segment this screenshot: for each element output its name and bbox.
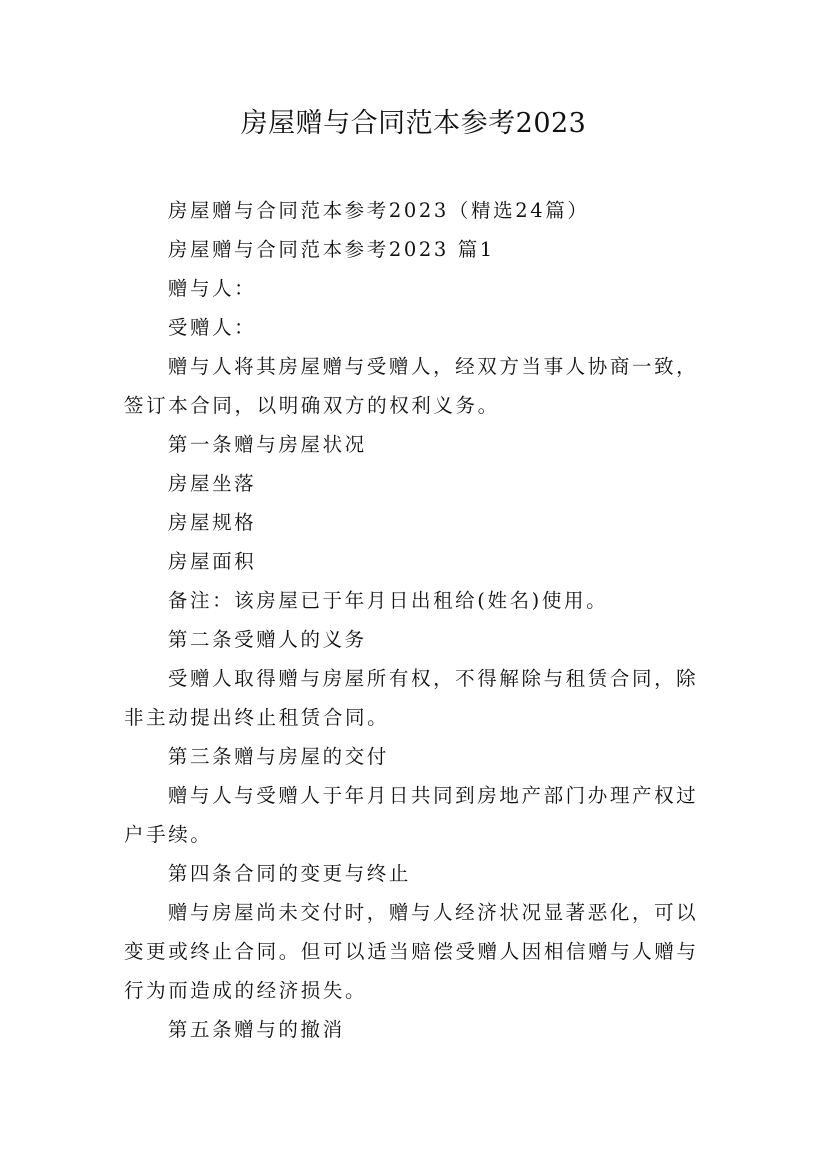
paragraph-preamble: 赠与人将其房屋赠与受赠人，经双方当事人协商一致，签订本合同，以明确双方的权利义务。 xyxy=(124,355,699,417)
document-body xyxy=(124,191,709,1049)
paragraph-article-3: 第三条赠与房屋的交付 xyxy=(167,745,389,768)
paragraph-specification: 房屋规格 xyxy=(167,511,257,534)
paragraph-donee: 受赠人： xyxy=(167,316,257,339)
paragraph-intro: 房屋赠与合同范本参考2023（精选24篇） xyxy=(167,199,590,222)
paragraph-article-2: 第二条受赠人的义务 xyxy=(167,628,367,651)
paragraph-area: 房屋面积 xyxy=(167,550,257,573)
paragraph-change-termination: 赠与房屋尚未交付时，赠与人经济状况显著恶化，可以变更或终止合同。但可以适当赔偿受赠人因相信赠与人赠与行为而造成的经济损失。 xyxy=(124,901,699,1002)
paragraph-location: 房屋坐落 xyxy=(167,472,257,495)
paragraph-section-heading: 房屋赠与合同范本参考2023 篇1 xyxy=(167,238,495,261)
document-title: 房屋赠与合同范本参考2023 xyxy=(240,108,587,139)
paragraph-delivery: 赠与人与受赠人于年月日共同到房地产部门办理产权过户手续。 xyxy=(124,784,699,846)
paragraph-note: 备注：该房屋已于年月日出租给(姓名)使用。 xyxy=(167,589,609,612)
paragraph-donee-obligation: 受赠人取得赠与房屋所有权，不得解除与租赁合同，除非主动提出终止租赁合同。 xyxy=(124,667,699,729)
paragraph-article-4: 第四条合同的变更与终止 xyxy=(167,862,411,885)
paragraph-article-1: 第一条赠与房屋状况 xyxy=(167,433,367,456)
paragraph-donor: 赠与人： xyxy=(167,277,257,300)
paragraph-article-5: 第五条赠与的撤消 xyxy=(167,1018,345,1041)
